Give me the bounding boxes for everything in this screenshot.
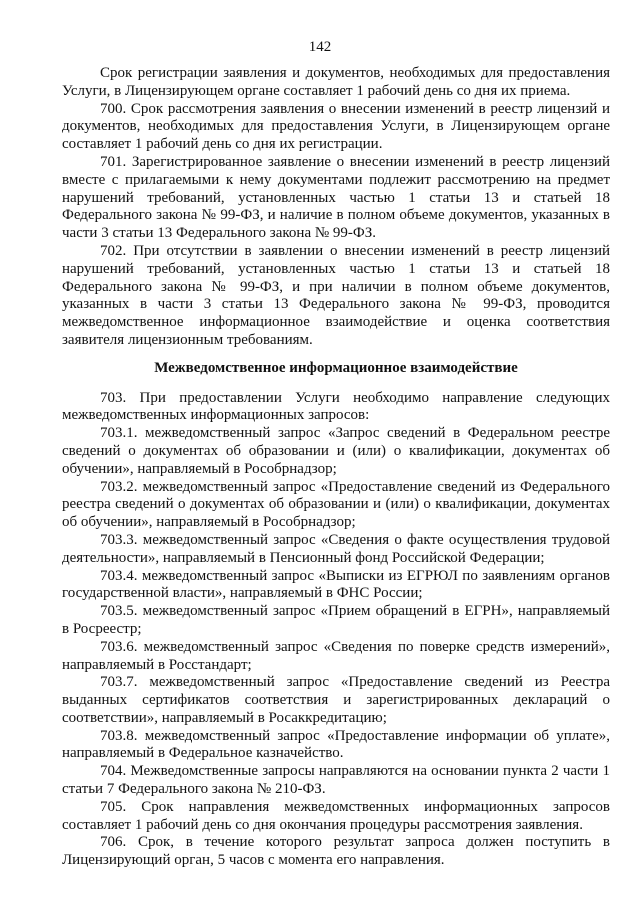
paragraph-702: 702. При отсутствии в заявлении о внесении изменений в реестр лицензий нарушений требований, установленных частью 1 статьи 13 и статьей 18 Федерального закона № 99-ФЗ, и при наличии в полном объеме документов, указанных в части 3 статьи 13 Федерального закона № 99-ФЗ, проводится межведомственное информационное взаимодействие и оценка соответствия заявителя лицензионным требованиям. [62,242,610,348]
paragraph-703-7: 703.7. межведомственный запрос «Предоставление сведений из Реестра выданных сертификатов соответствия и зарегистрированных деклараций о соответствии», направляемый в Росаккредитацию; [62,674,610,726]
section-heading: Межведомственное информационное взаимодействие [154,359,518,376]
paragraph-703-6: 703.6. межведомственный запрос «Сведения по поверке средств измерений», направляемый в Росстандарт; [62,638,610,673]
paragraph-703-4: 703.4. межведомственный запрос «Выписки из ЕГРЮЛ по заявлениям органов государственной власти», направляемый в ФНС России; [62,567,610,602]
paragraph-703: 703. При предоставлении Услуги необходимо направление следующих межведомственных информационных запросов: [62,389,610,424]
paragraph-703-5: 703.5. межведомственный запрос «Прием обращений в ЕГРН», направляемый в Росреестр; [62,603,610,637]
paragraph-703-3: 703.3. межведомственный запрос «Сведения о факте осуществления трудовой деятельности», направляемый в Пенсионный фонд Российской Федерации; [62,531,610,566]
paragraph-704: 704. Межведомственные запросы направляются на основании пункта 2 части 1 статьи 7 Федерального закона № 210-ФЗ. [62,763,610,798]
paragraph-700: 700. Срок рассмотрения заявления о внесении изменений в реестр лицензий и документов, необходимых для предоставления Услуги, в Лицензирующем органе составляет 1 рабочий день со дня их регистрации. [62,100,610,153]
paragraph-706: 706. Срок, в течение которого результат запроса должен поступить в Лицензирующий орган, 5 часов с момента его направления. [62,834,610,869]
page-number: 142 [308,39,332,55]
paragraph-703-2: 703.2. межведомственный запрос «Предоставление сведений из Федерального реестра сведений о документах об образовании и (или) о квалификации, документах об обучении», направляемый в Рособрнадзор; [62,478,610,531]
paragraph-703-1: 703.1. межведомственный запрос «Запрос сведений в Федеральном реестре сведений о документах об образовании и (или) о квалификации, документах об обучении», направляемый в Рособрнадзор; [62,425,610,477]
paragraph-703-8: 703.8. межведомственный запрос «Предоставление информации об уплате», направляемый в Федеральное казначейство. [62,727,610,762]
paragraph-701: 701. Зарегистрированное заявление о внесении изменений в реестр лицензий вместе с прилагаемыми к нему документами подлежит рассмотрению на предмет нарушений требований, установленных частью 1 статьи 13 и статьей 18 Федерального закона № 99-ФЗ, и наличие в полном объеме документов, указанных в части 3 статьи 13 Федерального закона № 99-ФЗ. [62,153,610,242]
document-body [62,65,610,870]
paragraph-705: 705. Срок направления межведомственных информационных запросов составляет 1 рабочий день со дня окончания процедуры рассмотрения заявления. [62,798,610,833]
paragraph-registration-term: Срок регистрации заявления и документов, необходимых для предоставления Услуги, в Лицензирующем органе составляет 1 рабочий день со дня их приема. [62,65,610,99]
